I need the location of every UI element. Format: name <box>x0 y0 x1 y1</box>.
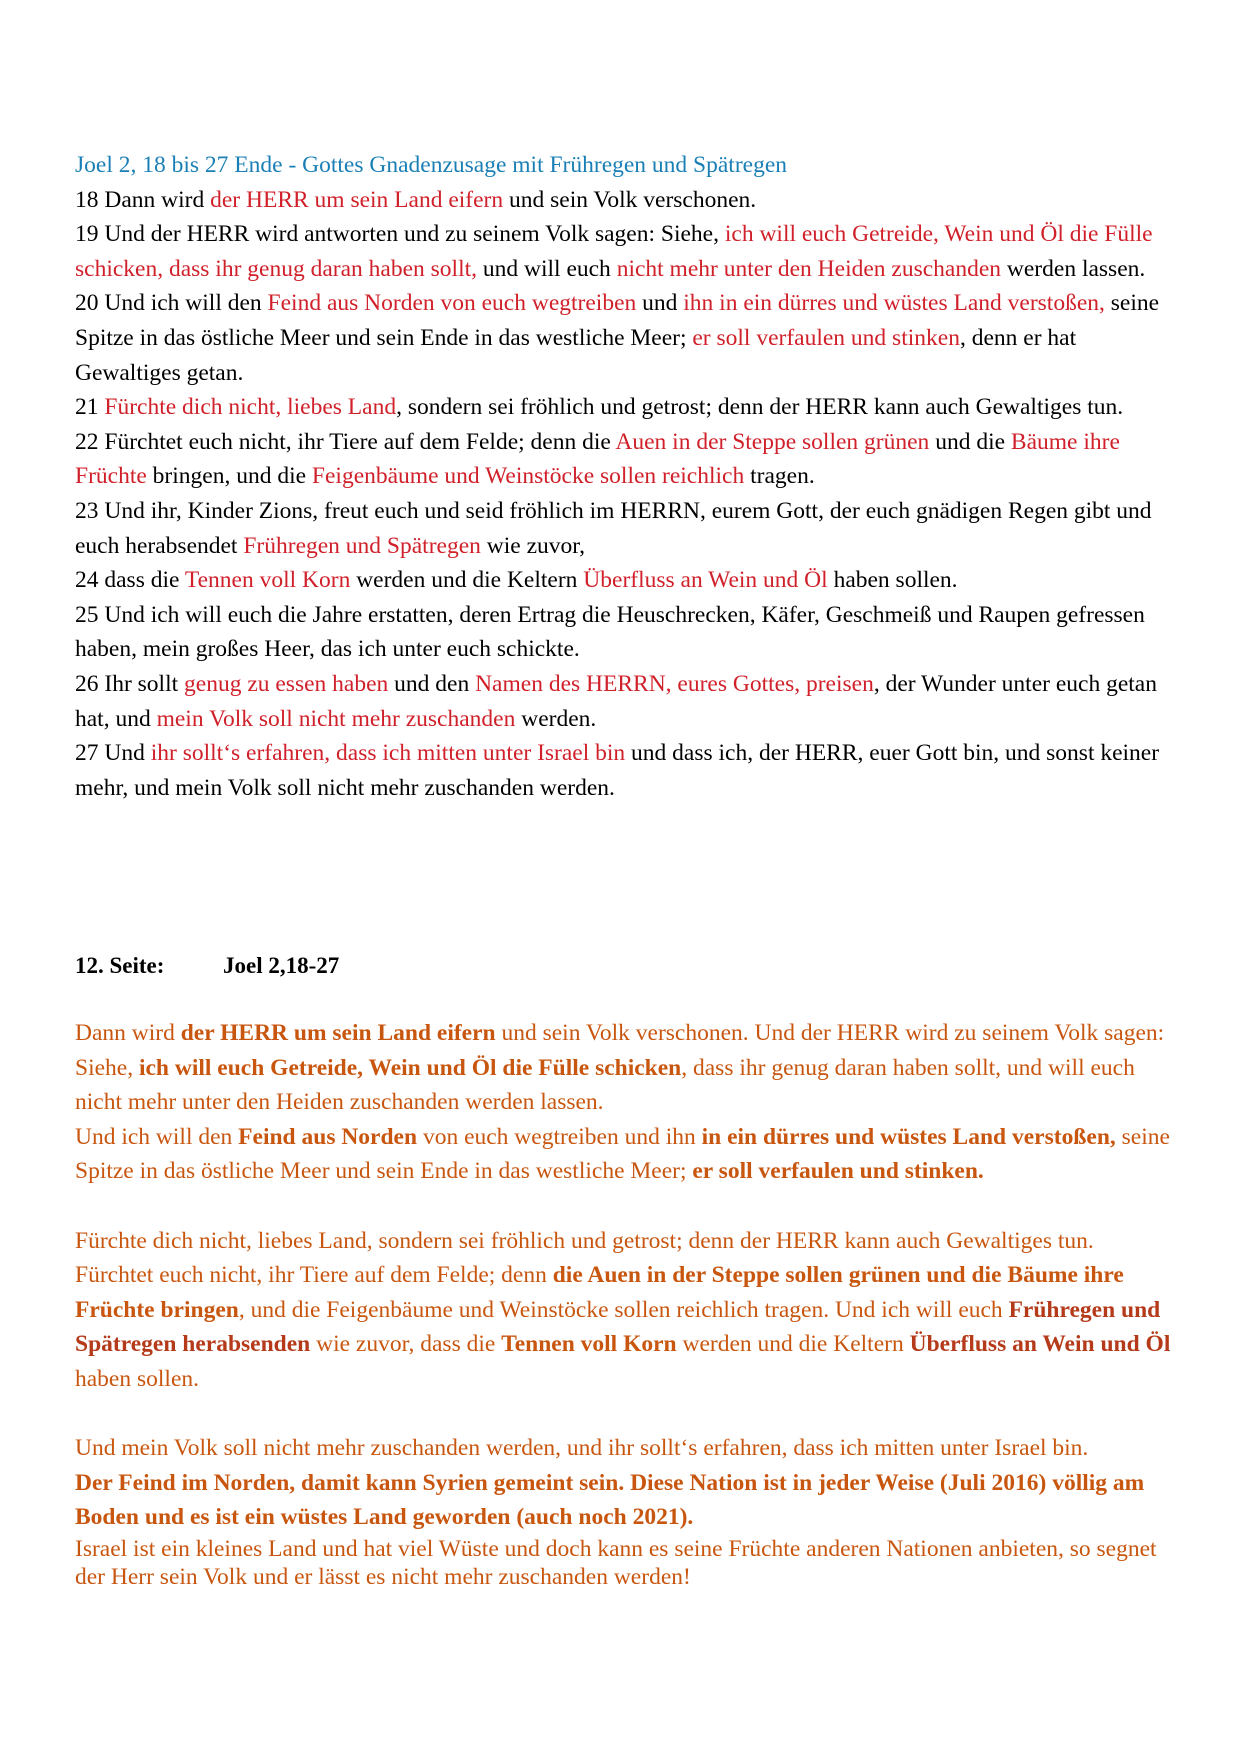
verse-18 <box>75 183 1175 218</box>
commentary <box>75 1016 1175 1591</box>
paragraph-spacer <box>75 1189 1175 1224</box>
verse-text: , denn er hat Gewaltiges getan. <box>75 324 1077 386</box>
highlight: nicht mehr unter den Heiden zuschanden <box>616 255 1002 282</box>
verse-text: und dass ich, der HERR, euer Gott bin, und sonst keiner mehr, und mein Volk soll nicht mehr zuschanden werden. <box>75 740 1160 801</box>
highlight: Feind aus Norden von euch wegtreiben <box>267 290 637 317</box>
highlight: ihr sollt‘s erfahren, dass ich mitten unter Israel bin <box>150 740 626 767</box>
comment-text: Dann wird <box>75 1020 181 1046</box>
verse-20 <box>75 286 1175 390</box>
verse-27 <box>75 736 1175 805</box>
verse-text: 18 Dann wird <box>75 186 211 213</box>
verse-text: 20 Und ich will den <box>75 290 268 317</box>
commentary-paragraph-5 <box>75 1466 1175 1535</box>
emphasis: Frühregen und Spätregen herabsenden <box>75 1296 1161 1358</box>
verse-text: wie zuvor, <box>480 532 586 559</box>
verse-23 <box>75 494 1175 563</box>
highlight: ich will euch Getreide, Wein und Öl die Fülle schicken, dass ihr genug daran haben sollt, <box>75 221 1153 282</box>
verse-text: 21 <box>75 394 105 421</box>
commentary-paragraph-4: Und mein Volk soll nicht mehr zuschanden werden, und ihr sollt‘s erfahren, dass ich mitten unter Israel bin. <box>75 1435 1089 1462</box>
verse-text: werden und die Keltern <box>350 567 584 594</box>
highlight: der HERR um sein Land eifern <box>210 186 504 213</box>
verse-24 <box>75 563 1175 598</box>
verse-21 <box>75 390 1175 425</box>
verse-text: und den <box>388 670 476 697</box>
verse-text: haben sollen. <box>827 567 958 594</box>
comment-text: und sein Volk verschonen. Und der HERR wird zu seinem Volk sagen: Siehe, <box>75 1020 1165 1081</box>
verse-text: werden. <box>515 705 597 732</box>
highlight: mein Volk soll nicht mehr zuschanden <box>156 705 516 732</box>
highlight: Bäume ihre Früchte <box>75 428 1120 490</box>
commentary-paragraph-2 <box>75 1120 1175 1189</box>
comment-text: wie zuvor, dass die <box>310 1331 502 1358</box>
verse-text: und die <box>929 428 1011 455</box>
verse-text: , der Wunder unter euch getan hat, und <box>75 670 1157 732</box>
highlight: Namen des HERRN, eures Gottes, preisen <box>475 670 874 697</box>
emphasis: der HERR um sein Land eifern <box>180 1020 496 1046</box>
commentary-paragraph-3 <box>75 1224 1175 1397</box>
verse-26 <box>75 667 1175 736</box>
comment-text: , und die Feigenbäume und Weinstöcke sollen reichlich tragen. Und ich will euch <box>238 1296 1009 1323</box>
highlight: er soll verfaulen und stinken <box>692 324 960 351</box>
verse-text: und will euch <box>477 255 617 282</box>
comment-text: , dass ihr genug daran haben sollt, und will euch nicht mehr unter den Heiden zuschanden werden lassen. <box>75 1054 1135 1116</box>
paragraph-spacer <box>75 1397 1175 1432</box>
verse-text: bringen, und die <box>146 463 312 490</box>
highlight: Frühregen und Spätregen <box>243 532 481 559</box>
verse-text: , sondern sei fröhlich und getrost; denn der HERR kann auch Gewaltiges tun. <box>396 394 1124 421</box>
verse-25: 25 Und ich will euch die Jahre erstatten, deren Ertrag die Heuschrecken, Käfer, Geschmeiß und Raupen gefressen haben, mein großes Heer, das ich unter euch schickte. <box>75 601 1145 663</box>
highlight: Fürchte dich nicht, liebes Land <box>104 394 397 421</box>
passage-heading: Joel 2, 18 bis 27 Ende - Gottes Gnadenzusage mit Frühregen und Spätregen <box>75 152 788 178</box>
commentary-paragraph-6: Israel ist ein kleines Land und hat viel Wüste und doch kann es seine Früchte anderen Nationen anbieten, so segnet der Herr sein Volk und er lässt es nicht mehr zuschanden werden! <box>75 1535 1157 1590</box>
highlight: Überfluss an Wein und Öl <box>583 567 828 594</box>
verse-text: 26 Ihr sollt <box>75 670 185 697</box>
emphasis: ich will euch Getreide, Wein und Öl die Fülle schicken <box>138 1054 682 1081</box>
comment-text: von euch wegtreiben und ihn <box>417 1123 702 1150</box>
highlight: Tennen voll Korn <box>184 567 351 594</box>
highlight: Auen in der Steppe sollen grünen <box>615 428 930 455</box>
comment-text: seine Spitze in das östliche Meer und sein Ende in das westliche Meer; <box>75 1123 1170 1185</box>
verse-text: 27 Und <box>75 740 151 767</box>
verse-22 <box>75 425 1175 494</box>
comment-text: werden und die Keltern <box>676 1331 910 1358</box>
emphasis: Feind aus Norden <box>238 1123 418 1150</box>
comment-text: Fürchte dich nicht, liebes Land, sondern sei fröhlich und getrost; denn der HERR kann auch Gewaltiges tun. Fürchtet euch nicht, ihr Tiere auf dem Felde; denn <box>75 1227 1094 1289</box>
section-title <box>75 950 339 982</box>
verse-text: und sein Volk verschonen. <box>503 186 757 213</box>
emphasis: er soll verfaulen und stinken. <box>692 1158 984 1185</box>
highlight: Feigenbäume und Weinstöcke sollen reichlich <box>311 463 745 490</box>
comment-text: haben sollen. <box>75 1365 199 1392</box>
verse-text: und <box>636 290 684 317</box>
emphasis: Überfluss an Wein und Öl <box>909 1331 1171 1358</box>
verse-19 <box>75 217 1175 286</box>
verse-text: werden lassen. <box>1001 255 1146 282</box>
passage-reference: Joel 2,18-27 <box>223 953 340 978</box>
verse-text: 24 dass die <box>75 567 185 594</box>
highlight: genug zu essen haben <box>184 670 389 697</box>
verse-text: seine Spitze in das östliche Meer und sein Ende in das westliche Meer; <box>75 290 1160 351</box>
verse-text: tragen. <box>744 463 815 490</box>
commentary-paragraph-1 <box>75 1016 1175 1120</box>
verse-text: 23 Und ihr, Kinder Zions, freut euch und seid fröhlich im HERRN, eurem Gott, der euch gnädigen Regen gibt und euch herabsendet <box>75 497 1152 559</box>
emphasis: in ein dürres und wüstes Land verstoßen, <box>701 1123 1116 1150</box>
verse-text: 19 Und der HERR wird antworten und zu seinem Volk sagen: Siehe, <box>75 221 725 248</box>
page-label: 12. Seite: <box>75 953 165 978</box>
bible-passage <box>75 148 1175 805</box>
verse-text: 22 Fürchtet euch nicht, ihr Tiere auf dem Felde; denn die <box>75 428 616 455</box>
comment-text: Und ich will den <box>75 1123 239 1150</box>
highlight: ihn in ein dürres und wüstes Land verstoßen, <box>683 290 1105 317</box>
emphasis: Tennen voll Korn <box>501 1331 677 1358</box>
emphasis: Der Feind im Norden, damit kann Syrien gemeint sein. Diese Nation ist in jeder Weise (Juli 2016) völlig am Boden und es ist ein wüstes Land geworden (auch noch 2021). <box>75 1469 1145 1531</box>
emphasis: die Auen in der Steppe sollen grünen und die Bäume ihre Früchte bringen <box>75 1262 1124 1323</box>
